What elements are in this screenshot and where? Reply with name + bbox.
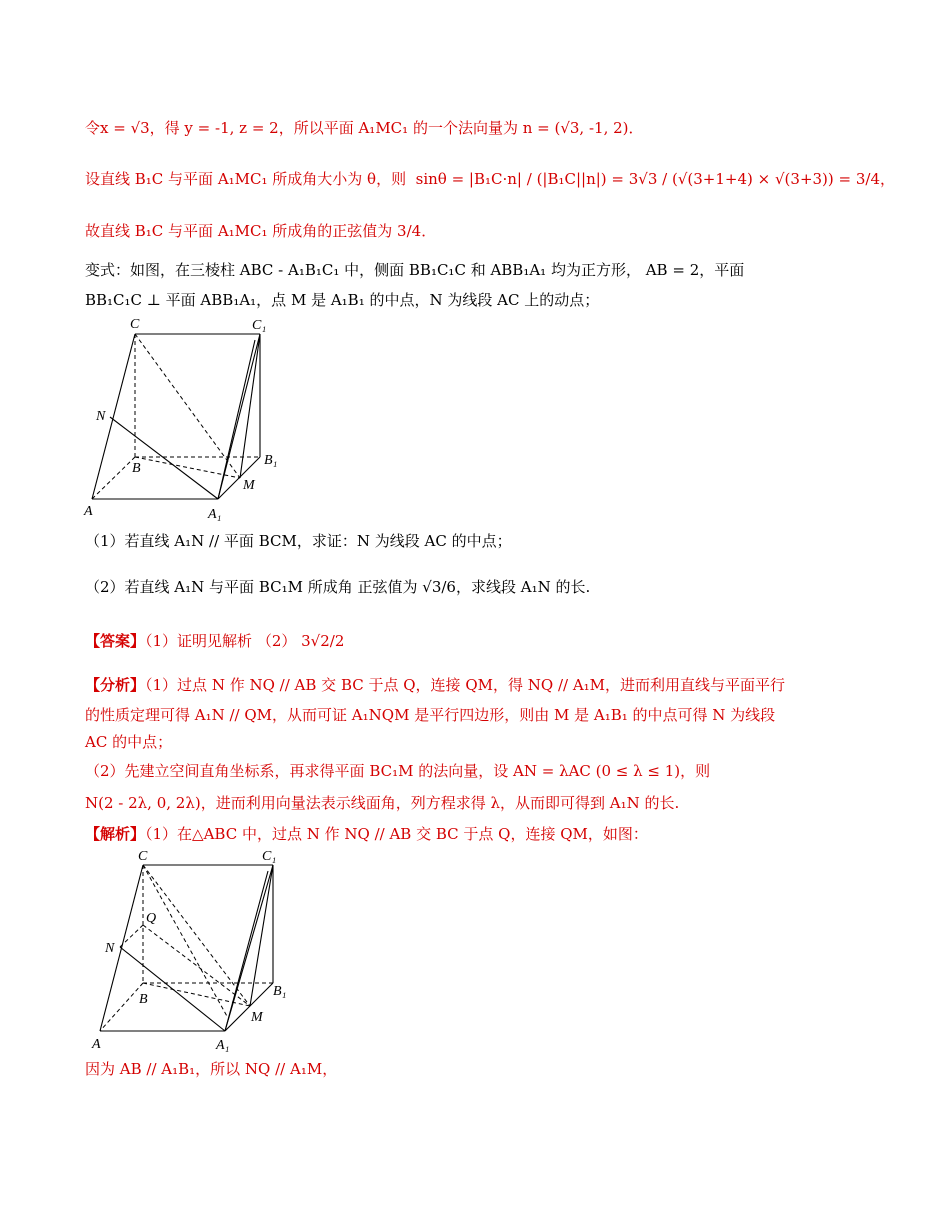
line-variant-1: 变式：如图，在三棱柱 ABC - A₁B₁C₁ 中，侧面 BB₁C₁C 和 ABB₁A₁ 均为正方形， AB = 2，平面 <box>85 261 745 279</box>
fig2-label-B1: B₁ <box>273 984 287 999</box>
fig2-label-M: M <box>251 1010 263 1025</box>
answer-tag: 【答案】 <box>85 632 146 650</box>
fig2-label-C: C <box>138 849 148 864</box>
fig1-label-B: B <box>132 461 141 476</box>
fig1-label-A: A <box>84 504 93 519</box>
fig1-label-A1: A₁ <box>208 507 222 522</box>
question-2: （2）若直线 A₁N 与平面 BC₁M 所成角 正弦值为 √3/6，求线段 A₁N 的长. <box>85 578 591 596</box>
line-sin-theta: 设直线 B₁C 与平面 A₁MC₁ 所成角大小为 θ，则 sinθ = |B₁C·n| / (|B₁C||n|) = 3√3 / (√(3+1+4) × √(3+3)) = 3/4， <box>85 170 896 188</box>
line-variant-2: BB₁C₁C ⊥ 平面 ABB₁A₁，点 M 是 A₁B₁ 的中点，N 为线段 AC 上的动点； <box>85 291 600 309</box>
fig1-label-B1: B₁ <box>264 453 278 468</box>
analysis-line-3: AC 的中点； <box>85 733 173 751</box>
fig1-label-C1: C₁ <box>252 318 267 333</box>
fig1-label-N: N <box>96 409 106 424</box>
fig2-label-C1: C₁ <box>262 849 277 864</box>
analysis-line-1: 【分析】（1）过点 N 作 NQ // AB 交 BC 于点 Q，连接 QM，得 NQ // A₁M，进而利用直线与平面平行 <box>85 676 786 694</box>
fig2-label-A: A <box>92 1037 101 1052</box>
sin-theta-formula: sinθ = |B₁C·n| / (|B₁C||n|) = 3√3 / (√(3+1+4) × √(3+3)) = 3/4， <box>415 170 896 188</box>
analysis-line-5: N(2 - 2λ, 0, 2λ)，进而利用向量法表示线面角，列方程求得 λ，从而即可得到 A₁N 的长. <box>85 794 680 812</box>
fig2-label-Q: Q <box>146 911 157 926</box>
fig2-label-A1: A₁ <box>216 1038 230 1053</box>
fig1-label-M: M <box>243 478 255 493</box>
analysis-line-2: 的性质定理可得 A₁N // QM，从而可证 A₁NQM 是平行四边形，则由 M 是 A₁B₁ 的中点可得 N 为线段 <box>85 706 776 724</box>
fig2-label-B: B <box>139 992 148 1007</box>
question-1: （1）若直线 A₁N // 平面 BCM，求证：N 为线段 AC 的中点； <box>85 532 512 550</box>
fig2-label-N: N <box>105 941 115 956</box>
prism-figure-2 <box>88 843 308 1055</box>
answer-line: 【答案】（1）证明见解析 （2） 3√2/2 <box>85 632 345 650</box>
analysis-line-4: （2）先建立空间直角坐标系，再求得平面 BC₁M 的法向量，设 AN = λAC (0 ≤ λ ≤ 1)，则 <box>85 762 711 780</box>
solution-line-2: 因为 AB // A₁B₁，所以 NQ // A₁M， <box>85 1060 338 1078</box>
line-conclusion: 故直线 B₁C 与平面 A₁MC₁ 所成角的正弦值为 3/4． <box>85 222 437 240</box>
analysis-tag: 【分析】 <box>85 676 146 694</box>
fig1-label-C: C <box>130 317 140 332</box>
line-normal-vector: 令x = √3，得 y = -1, z = 2，所以平面 A₁MC₁ 的一个法向量为 n = (√3, -1, 2)． <box>85 119 644 137</box>
prism-figure-1 <box>80 312 300 522</box>
solution-line-1: 【解析】（1）在△ABC 中，过点 N 作 NQ // AB 交 BC 于点 Q，连接 QM，如图： <box>85 825 648 843</box>
solution-tag: 【解析】 <box>85 825 146 843</box>
